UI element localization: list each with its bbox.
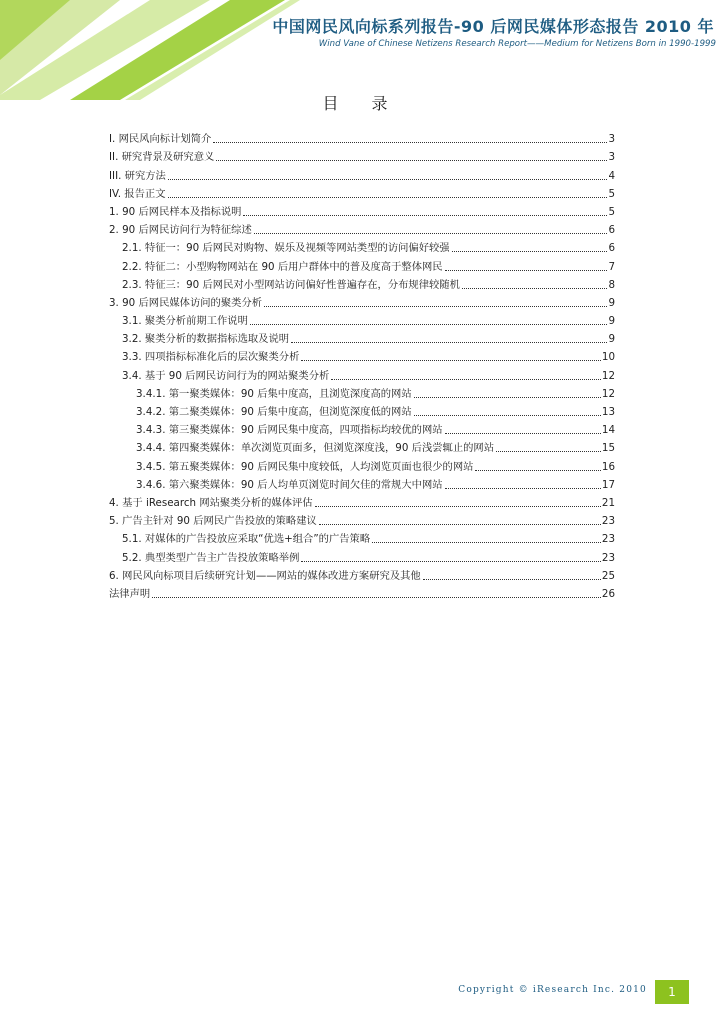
toc-entry[interactable]	[109, 255, 615, 273]
toc-entry[interactable]	[109, 383, 615, 401]
toc-entry-page: 17	[601, 478, 615, 491]
toc-leader	[372, 541, 601, 543]
toc-entry-page: 13	[601, 406, 615, 418]
toc-entry[interactable]	[109, 219, 615, 237]
toc-entry[interactable]	[109, 528, 615, 546]
toc-entry-title: III. 研究方法	[109, 169, 166, 182]
toc-entry[interactable]	[109, 546, 615, 564]
toc-leader	[291, 341, 607, 343]
toc-entry[interactable]	[109, 310, 615, 328]
toc-entry-title: 3.1. 聚类分析前期工作说明	[122, 315, 248, 328]
toc-entry[interactable]	[109, 474, 615, 492]
toc-leader	[168, 178, 608, 180]
toc-entry[interactable]	[109, 146, 615, 164]
toc-entry[interactable]	[109, 510, 615, 528]
toc-entry-title: 3.4.1. 第一聚类媒体：90 后集中度高，且浏览深度高的网站	[136, 387, 412, 400]
toc-entry-title: 3.4.5. 第五聚类媒体：90 后网民集中度较低，人均浏览页面也很少的网站	[136, 460, 474, 473]
toc-entry-page: 12	[601, 387, 615, 400]
toc-entry-title: 3.4.3. 第三聚类媒体：90 后网民集中度高，四项指标均较优的网站	[136, 424, 443, 437]
report-subtitle: Wind Vane of Chinese Netizens Research Report——Medium for Netizens Born in 1990-1999	[318, 39, 716, 49]
header-decoration	[0, 0, 300, 100]
toc-entry-page: 23	[601, 533, 615, 546]
toc-entry-page: 8	[608, 278, 615, 291]
toc-entry-page: 9	[608, 333, 615, 346]
toc-leader	[243, 214, 607, 216]
toc-entry-title: 2.2. 特征二：小型购物网站在 90 后用户群体中的普及度高于整体网民	[122, 260, 443, 273]
page-number-badge: 1	[655, 980, 689, 1004]
toc-entry[interactable]	[109, 292, 615, 310]
toc-leader	[462, 287, 608, 289]
toc-entry-title: 5. 广告主针对 90 后网民广告投放的策略建议	[109, 515, 317, 528]
toc-entry[interactable]	[109, 237, 615, 255]
toc-entry-page: 12	[601, 369, 615, 382]
toc-leader	[319, 523, 601, 525]
toc-leader	[301, 359, 601, 361]
toc-entry[interactable]	[109, 492, 615, 510]
toc-leader	[213, 141, 607, 143]
toc-entry-page: 10	[601, 351, 615, 364]
toc-entry-title: 3.4.2. 第二聚类媒体：90 后集中度高，但浏览深度低的网站	[136, 406, 412, 418]
toc-entry-title: II. 研究背景及研究意义	[109, 151, 215, 164]
toc-entry[interactable]	[109, 201, 615, 219]
copyright-text: Copyright © iResearch Inc. 2010	[458, 985, 647, 995]
toc-entry-page: 15	[601, 442, 615, 455]
toc-entry[interactable]	[109, 565, 615, 583]
toc-entry[interactable]	[109, 437, 615, 455]
toc-entry-page: 9	[608, 315, 615, 328]
toc-leader	[254, 232, 608, 234]
toc-leader	[475, 469, 600, 471]
toc-entry-page: 16	[601, 460, 615, 473]
toc-leader	[445, 487, 601, 489]
toc-entry[interactable]	[109, 183, 615, 201]
toc-leader	[452, 250, 608, 252]
toc-entry-title: 3.4.6. 第六聚类媒体：90 后人均单页浏览时间欠佳的常规大中网站	[136, 478, 443, 491]
toc-entry-title: 4. 基于 iResearch 网站聚类分析的媒体评估	[109, 496, 313, 509]
toc-leader	[445, 432, 601, 434]
toc-leader	[250, 323, 608, 325]
toc-entry[interactable]	[109, 164, 615, 182]
toc-entry-title: 2.1. 特征一：90 后网民对购物、娱乐及视频等网站类型的访问偏好较强	[122, 242, 450, 255]
toc-entry-page: 3	[608, 133, 615, 146]
toc-entry-title: 3.4.4. 第四聚类媒体：单次浏览页面多，但浏览深度浅，90 后浅尝辄止的网站	[136, 442, 495, 455]
toc-leader	[423, 578, 601, 580]
toc-leader	[264, 305, 607, 307]
toc-entry-title: 1. 90 后网民样本及指标说明	[109, 205, 242, 218]
toc-entry[interactable]	[109, 128, 615, 146]
table-of-contents	[109, 128, 615, 601]
toc-entry-page: 4	[608, 169, 615, 182]
toc-entry-page: 6	[608, 242, 615, 255]
toc-entry-title: 5.1. 对媒体的广告投放应采取“优选+组合”的广告策略	[122, 533, 371, 546]
toc-entry[interactable]	[109, 346, 615, 364]
toc-entry-page: 23	[601, 551, 615, 564]
toc-entry-title: 6. 网民风向标项目后续研究计划——网站的媒体改进方案研究及其他	[109, 569, 421, 582]
toc-entry-page: 14	[601, 424, 615, 437]
toc-entry-page: 23	[601, 515, 615, 528]
toc-entry[interactable]	[109, 401, 615, 419]
toc-entry[interactable]	[109, 274, 615, 292]
report-title: 中国网民风向标系列报告-90 后网民媒体形态报告 2010 年	[272, 17, 714, 36]
toc-entry-page: 5	[608, 205, 615, 218]
toc-leader	[414, 414, 601, 416]
toc-leader	[168, 196, 608, 198]
toc-entry-title: 5.2. 典型类型广告主广告投放策略举例	[122, 551, 300, 564]
toc-leader	[315, 505, 601, 507]
toc-entry-title: I. 网民风向标计划简介	[109, 133, 212, 146]
toc-entry-title: 3.3. 四项指标标准化后的层次聚类分析	[122, 351, 300, 364]
toc-entry-page: 26	[601, 587, 615, 600]
toc-entry[interactable]	[109, 583, 615, 601]
toc-entry-page: 5	[608, 187, 615, 200]
toc-leader	[331, 378, 601, 380]
toc-entry-title: 3.4. 基于 90 后网民访问行为的网站聚类分析	[122, 369, 330, 382]
toc-entry[interactable]	[109, 455, 615, 473]
toc-leader	[445, 269, 608, 271]
toc-entry-page: 25	[601, 569, 615, 582]
toc-entry-title: IV. 报告正文	[109, 187, 166, 200]
toc-leader	[414, 396, 601, 398]
toc-entry-title: 法律声明	[109, 587, 151, 600]
toc-entry-page: 21	[601, 496, 615, 509]
toc-entry-page: 6	[608, 224, 615, 237]
toc-leader	[301, 560, 601, 562]
toc-entry[interactable]	[109, 419, 615, 437]
toc-entry-title: 2.3. 特征三：90 后网民对小型网站访问偏好性普遍存在，分布规律较随机	[122, 278, 460, 291]
toc-entry-page: 3	[608, 151, 615, 164]
toc-entry-title: 2. 90 后网民访问行为特征综述	[109, 224, 252, 237]
toc-entry[interactable]	[109, 364, 615, 382]
toc-leader	[216, 159, 607, 161]
toc-entry[interactable]	[109, 328, 615, 346]
toc-entry-title: 3.2. 聚类分析的数据指标选取及说明	[122, 333, 290, 346]
toc-entry-title: 3. 90 后网民媒体访问的聚类分析	[109, 296, 263, 309]
toc-heading: 目 录	[322, 94, 402, 113]
toc-entry-page: 7	[608, 260, 615, 273]
toc-leader	[152, 596, 601, 598]
toc-leader	[496, 450, 601, 452]
toc-entry-page: 9	[608, 296, 615, 309]
